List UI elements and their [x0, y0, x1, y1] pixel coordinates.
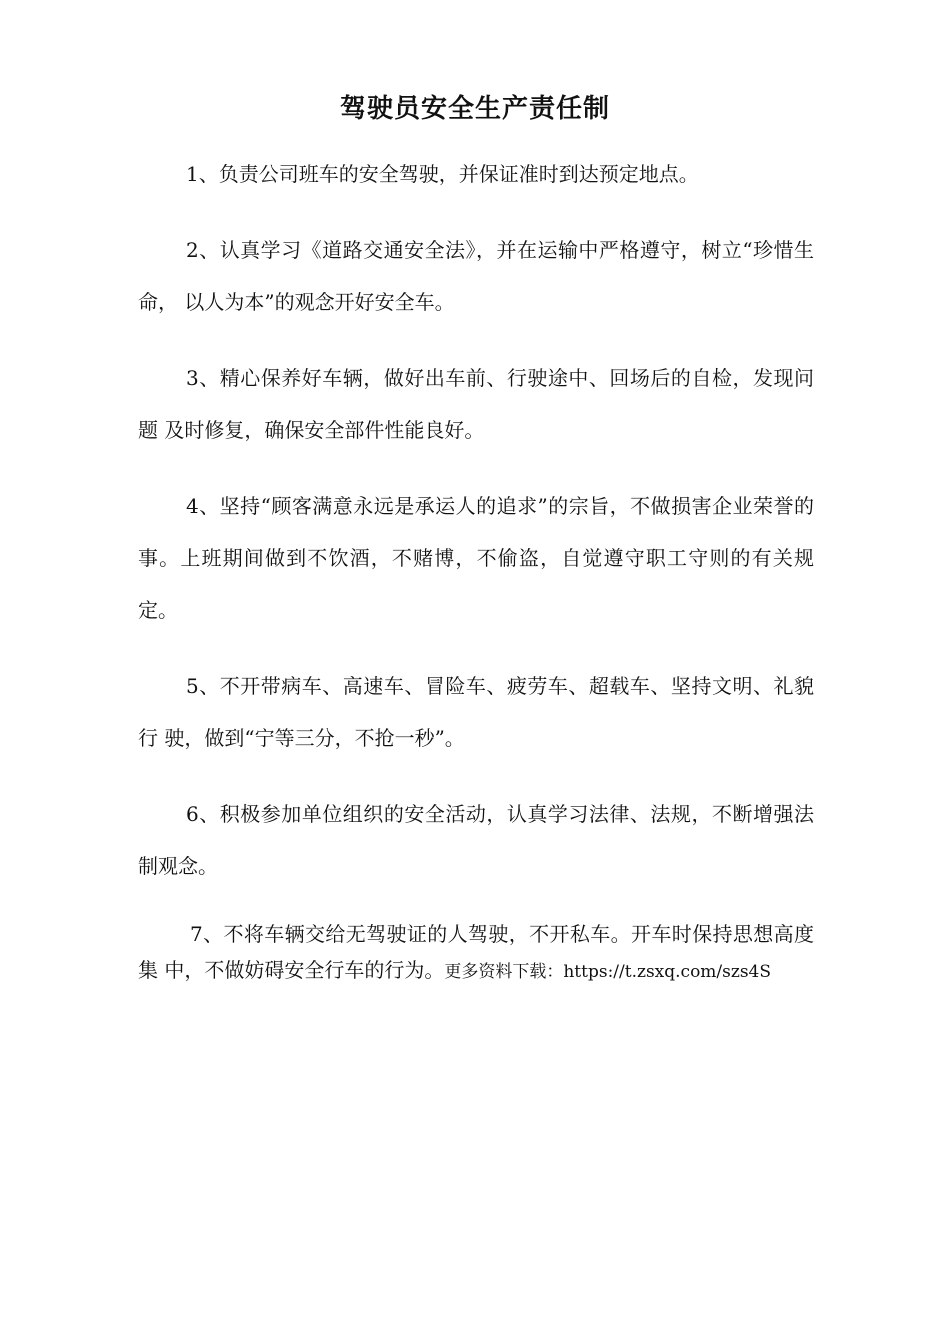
document-title: 驾驶员安全生产责任制 — [339, 94, 610, 124]
paragraph-4: 4、坚持“顾客满意永远是承运人的追求”的宗旨，不做损害企业荣誉的 事。上班期间做到不饮酒，不赌博，不偷盗，自觉遵守职工守则的有关规定。 — [138, 494, 814, 622]
paragraph-7-text: 7、不将车辆交给无驾驶证的人驾驶，不开私车。开车时保持思想高度集 中，不做妨碍安全行车的行为。 — [138, 922, 814, 982]
paragraph-7 — [138, 916, 814, 990]
paragraph-5: 5、不开带病车、高速车、冒险车、疲劳车、超载车、坚持文明、礼貌行 驶，做到“宁等三分，不抢一秒”。 — [138, 674, 814, 750]
paragraph-3: 3、精心保养好车辆，做好出车前、行驶途中、回场后的自检，发现问题 及时修复，确保安全部件性能良好。 — [138, 366, 814, 442]
download-link-text[interactable]: 更多资料下载：https://t.zsxq.com/szs4S — [444, 962, 772, 982]
paragraph-1: 1、负责公司班车的安全驾驶，并保证准时到达预定地点。 — [186, 162, 699, 186]
document-body — [138, 148, 814, 1014]
paragraph-6: 6、积极参加单位组织的安全活动，认真学习法律、法规，不断增强法制观念。 — [138, 802, 814, 878]
paragraph-2: 2、认真学习《道路交通安全法》，并在运输中严格遵守，树立“珍惜生命， 以人为本”的观念开好安全车。 — [138, 238, 814, 314]
